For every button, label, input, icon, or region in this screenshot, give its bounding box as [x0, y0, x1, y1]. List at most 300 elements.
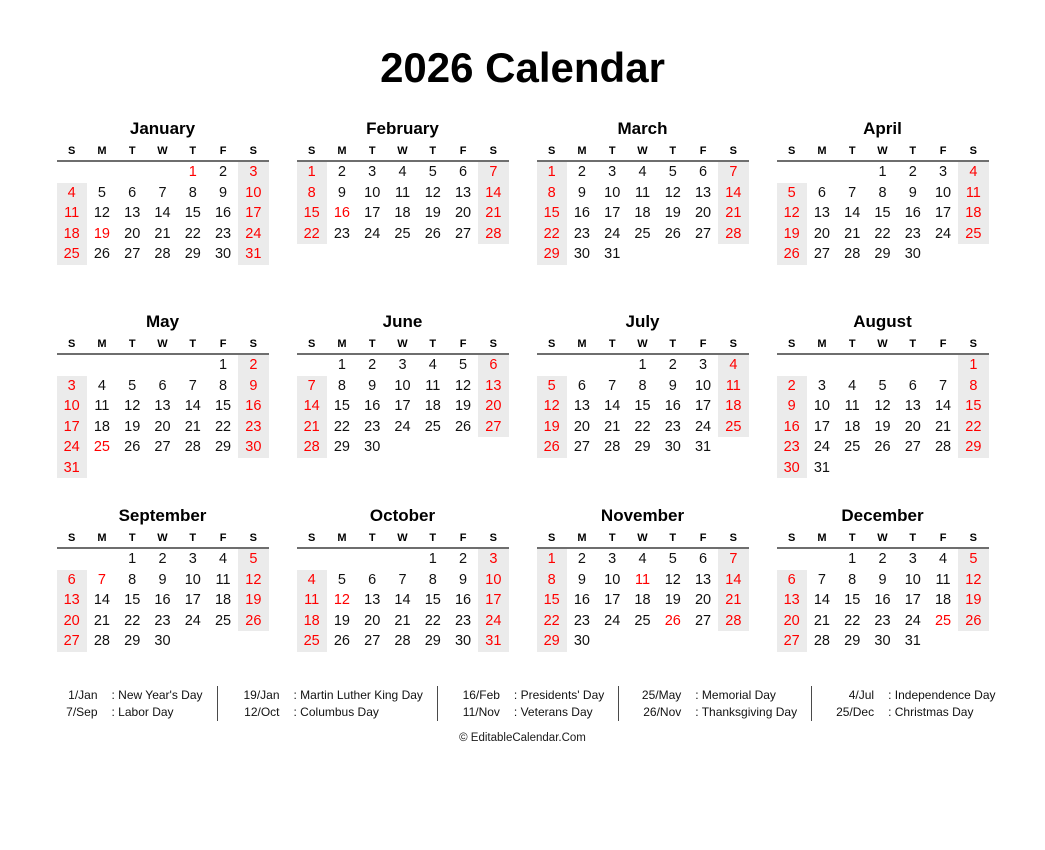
day-cell: 25: [844, 439, 861, 455]
day-cell: 3: [188, 551, 197, 567]
month-title: January: [129, 119, 196, 138]
day-cell: 18: [93, 418, 110, 435]
day-cell: 22: [297, 224, 327, 245]
day-cell: 7: [158, 184, 167, 201]
page-title: 2026 Calendar: [380, 44, 665, 91]
day-cell: 7: [817, 571, 826, 588]
day-cell: 23: [777, 437, 807, 458]
day-cell: 20: [364, 612, 381, 629]
weekday-header: W: [627, 530, 657, 549]
day-cell: 1: [878, 164, 887, 180]
legend-entry-name: : Thanksgiving Day: [695, 704, 798, 719]
days-grid: [297, 336, 509, 458]
day-cell: 30: [904, 246, 921, 262]
day-cell: 7: [188, 377, 197, 394]
day-cell: 22: [844, 612, 861, 629]
days-grid: [297, 530, 509, 652]
weekday-header: T: [597, 336, 627, 355]
day-cell: 5: [128, 377, 137, 394]
day-cell: 13: [813, 205, 830, 221]
weekday-header: M: [87, 336, 117, 355]
day-cell: 18: [297, 611, 327, 632]
day-cell: 26: [664, 225, 681, 242]
legend-column-3: [437, 686, 618, 721]
day-cell: 8: [958, 376, 988, 397]
day-cell: 29: [874, 246, 891, 262]
empty-cell: [567, 355, 597, 376]
day-cell: 14: [184, 398, 201, 414]
day-cell: 24: [813, 439, 830, 455]
month-june: [297, 311, 509, 458]
day-cell: 4: [57, 183, 87, 204]
day-cell: 14: [478, 183, 508, 204]
empty-cell: [807, 549, 837, 570]
day-cell: 11: [425, 377, 441, 394]
day-cell: 7: [848, 184, 857, 201]
day-cell: 27: [364, 633, 381, 649]
day-cell: 9: [158, 571, 167, 588]
empty-cell: [357, 549, 387, 570]
day-cell: 6: [128, 184, 137, 201]
weekday-header: S: [718, 336, 748, 355]
day-cell: 24: [57, 437, 87, 458]
weekday-header: S: [297, 336, 327, 355]
weekday-header: T: [357, 143, 387, 162]
month-august: [777, 311, 989, 478]
day-cell: 15: [537, 590, 567, 611]
day-cell: 1: [428, 551, 437, 567]
day-cell: 4: [638, 551, 647, 567]
legend-entry: [232, 704, 423, 720]
day-cell: 21: [934, 418, 952, 435]
day-cell: 13: [57, 590, 87, 611]
day-cell: 25: [634, 225, 651, 242]
month-july: [537, 311, 749, 458]
empty-cell: [87, 162, 117, 183]
day-cell: 12: [777, 203, 807, 224]
day-cell: 31: [813, 459, 830, 476]
day-cell: 18: [57, 224, 87, 245]
day-cell: 9: [777, 396, 807, 417]
day-cell: 8: [878, 184, 887, 201]
day-cell: 30: [154, 633, 171, 649]
day-cell: 26: [124, 439, 141, 455]
weekday-header: S: [478, 530, 508, 549]
day-cell: 17: [934, 205, 952, 221]
day-cell: 15: [958, 396, 988, 417]
day-cell: 14: [813, 592, 830, 608]
day-cell: 17: [813, 418, 830, 435]
weekday-header: S: [718, 530, 748, 549]
day-cell: 24: [184, 612, 201, 629]
day-cell: 3: [238, 162, 268, 183]
day-cell: 11: [634, 184, 651, 201]
legend-entry-name: : Veterans Day: [513, 704, 593, 719]
day-cell: 17: [57, 417, 87, 438]
day-cell: 9: [668, 377, 677, 394]
day-cell: 14: [718, 183, 748, 204]
day-cell: 1: [337, 357, 346, 373]
day-cell: 2: [777, 376, 807, 397]
day-cell: 23: [664, 418, 681, 435]
weekday-header: S: [478, 336, 508, 355]
day-cell: 11: [94, 398, 110, 414]
day-cell: 7: [297, 376, 327, 397]
weekday-header: F: [688, 143, 718, 162]
day-cell: 13: [154, 398, 171, 414]
empty-cell: [57, 162, 87, 183]
day-cell: 17: [394, 398, 411, 414]
legend-entry-date: 7/Sep: [66, 704, 98, 719]
legend-entry: [452, 704, 604, 720]
day-cell: 10: [813, 398, 830, 414]
legend-entry-name: : Martin Luther King Day: [293, 687, 423, 702]
day-cell: 2: [577, 551, 586, 567]
day-cell: 11: [297, 590, 327, 611]
empty-cell: [928, 355, 958, 376]
day-cell: 28: [297, 437, 327, 458]
weekday-header: W: [147, 336, 177, 355]
day-cell: 18: [718, 396, 748, 417]
empty-cell: [807, 355, 837, 376]
day-cell: 6: [817, 184, 826, 201]
day-cell: 3: [699, 357, 708, 373]
day-cell: 27: [694, 225, 712, 242]
legend-column-5: [811, 686, 1009, 721]
legend-entry-date: 25/Dec: [836, 704, 875, 719]
day-cell: 19: [777, 224, 807, 245]
weekday-header: W: [627, 336, 657, 355]
day-cell: 9: [459, 571, 468, 588]
day-cell: 4: [297, 570, 327, 591]
empty-cell: [147, 355, 177, 376]
weekday-header: S: [238, 143, 268, 162]
weekday-header: W: [147, 143, 177, 162]
day-cell: 4: [219, 551, 228, 567]
day-cell: 10: [934, 184, 952, 201]
month-february: [297, 118, 509, 244]
days-grid: [537, 336, 749, 458]
weekday-header: M: [807, 143, 837, 162]
day-cell: 27: [454, 225, 472, 242]
day-cell: 8: [428, 571, 437, 588]
month-september: [57, 505, 269, 652]
day-cell: 24: [604, 225, 621, 242]
empty-cell: [117, 355, 147, 376]
legend-entry-name: : Labor Day: [111, 704, 174, 719]
day-cell: 26: [333, 633, 350, 649]
day-cell: 5: [537, 376, 567, 397]
day-cell: 11: [394, 184, 411, 201]
days-grid: [537, 530, 749, 652]
day-cell: 8: [219, 377, 228, 394]
month-november: [537, 505, 749, 652]
weekday-header: M: [807, 336, 837, 355]
day-cell: 5: [238, 549, 268, 570]
day-cell: 14: [154, 205, 171, 221]
day-cell: 15: [124, 592, 141, 608]
day-cell: 17: [604, 592, 621, 608]
legend-entry-name: : Memorial Day: [695, 687, 776, 702]
day-cell: 1: [128, 551, 137, 567]
day-cell: 8: [537, 183, 567, 204]
day-cell: 26: [238, 611, 268, 632]
day-cell: 5: [668, 164, 677, 180]
legend-entry-date: 19/Jan: [243, 687, 280, 702]
weekday-header: S: [57, 530, 87, 549]
day-cell: 19: [333, 612, 350, 629]
day-cell: 23: [333, 225, 350, 242]
day-cell: 6: [368, 571, 377, 588]
day-cell: 31: [238, 244, 268, 265]
day-cell: 28: [394, 633, 411, 649]
day-cell: 1: [537, 162, 567, 183]
day-cell: 7: [718, 549, 748, 570]
day-cell: 20: [694, 592, 712, 608]
day-cell: 25: [718, 417, 748, 438]
day-cell: 29: [537, 631, 567, 652]
legend-entry-date: 25/May: [641, 687, 682, 702]
day-cell: 17: [694, 398, 712, 414]
weekday-header: S: [537, 143, 567, 162]
day-cell: 29: [184, 246, 201, 262]
day-cell: 4: [939, 551, 948, 567]
month-march: [537, 118, 749, 265]
empty-cell: [837, 162, 867, 183]
day-cell: 7: [478, 162, 508, 183]
day-cell: 3: [608, 551, 617, 567]
legend-column-4: [618, 686, 811, 721]
day-cell: 4: [428, 357, 437, 373]
day-cell: 13: [364, 592, 381, 608]
month-title: February: [366, 119, 439, 138]
day-cell: 19: [454, 398, 472, 414]
day-cell: 21: [297, 417, 327, 438]
legend-entry: [50, 687, 203, 703]
weekday-header: M: [327, 143, 357, 162]
day-cell: 27: [694, 612, 712, 629]
day-cell: 30: [573, 633, 590, 649]
day-cell: 3: [478, 549, 508, 570]
weekday-header: F: [928, 530, 958, 549]
day-cell: 9: [368, 377, 377, 394]
weekday-header: F: [208, 336, 238, 355]
weekday-header: T: [418, 336, 448, 355]
day-cell: 22: [214, 418, 232, 435]
day-cell: 13: [478, 376, 508, 397]
weekday-header: T: [658, 143, 688, 162]
day-cell: 25: [93, 439, 110, 455]
legend-entry: [50, 704, 203, 720]
weekday-header: T: [898, 530, 928, 549]
day-cell: 23: [364, 418, 381, 435]
day-cell: 21: [394, 612, 411, 629]
day-cell: 20: [694, 205, 712, 221]
day-cell: 30: [214, 246, 232, 262]
day-cell: 12: [874, 398, 891, 414]
empty-cell: [597, 355, 627, 376]
day-cell: 17: [604, 205, 621, 221]
day-cell: 16: [664, 398, 681, 414]
day-cell: 25: [958, 224, 988, 245]
day-cell: 20: [454, 205, 472, 221]
weekday-header: T: [418, 143, 448, 162]
months-grid: [0, 118, 1045, 652]
weekday-header: S: [718, 143, 748, 162]
day-cell: 19: [424, 205, 441, 221]
day-cell: 28: [934, 439, 952, 455]
day-cell: 21: [813, 612, 830, 629]
month-title: March: [617, 119, 668, 138]
day-cell: 9: [337, 184, 346, 201]
day-cell: 13: [777, 590, 807, 611]
day-cell: 20: [813, 225, 830, 242]
day-cell: 21: [718, 203, 748, 224]
day-cell: 25: [424, 418, 441, 435]
day-cell: 15: [874, 205, 891, 221]
day-cell: 18: [934, 592, 952, 608]
day-cell: 27: [777, 631, 807, 652]
day-cell: 3: [398, 357, 407, 373]
weekday-header: T: [117, 336, 147, 355]
day-cell: 26: [958, 611, 988, 632]
legend-entry-name: : Christmas Day: [888, 704, 974, 719]
month-october: [297, 505, 509, 652]
day-cell: 16: [573, 592, 590, 608]
weekday-header: F: [688, 336, 718, 355]
day-cell: 10: [57, 396, 87, 417]
day-cell: 11: [935, 571, 951, 588]
day-cell: 8: [128, 571, 137, 588]
day-cell: 9: [878, 571, 887, 588]
weekday-header: S: [297, 530, 327, 549]
weekday-header: W: [627, 143, 657, 162]
legend-entry-date: 16/Feb: [462, 687, 500, 702]
month-may: [57, 311, 269, 478]
day-cell: 5: [97, 184, 106, 201]
day-cell: 6: [699, 164, 708, 180]
day-cell: 24: [238, 224, 268, 245]
month-title: August: [853, 312, 912, 331]
month-december: [777, 505, 989, 652]
day-cell: 28: [813, 633, 830, 649]
weekday-header: M: [327, 530, 357, 549]
weekday-header: S: [297, 143, 327, 162]
empty-cell: [837, 355, 867, 376]
day-cell: 16: [333, 205, 350, 221]
legend-entry-name: : New Year's Day: [111, 687, 203, 702]
empty-cell: [297, 355, 327, 376]
empty-cell: [327, 549, 357, 570]
legend-entry-date: 4/Jul: [848, 687, 875, 702]
day-cell: 24: [934, 225, 952, 242]
day-cell: 15: [424, 592, 441, 608]
month-title: September: [118, 506, 207, 525]
weekday-header: W: [387, 336, 417, 355]
month-title: November: [600, 506, 685, 525]
day-cell: 6: [478, 355, 508, 376]
weekday-header: T: [658, 530, 688, 549]
legend-entry-date: 11/Nov: [462, 704, 500, 719]
day-cell: 15: [537, 203, 567, 224]
weekday-header: T: [597, 530, 627, 549]
month-title: July: [625, 312, 660, 331]
day-cell: 13: [573, 398, 590, 414]
day-cell: 7: [97, 571, 106, 588]
day-cell: 25: [214, 612, 232, 629]
day-cell: 16: [154, 592, 171, 608]
weekday-header: T: [898, 336, 928, 355]
weekday-header: T: [658, 336, 688, 355]
day-cell: 9: [577, 184, 586, 201]
day-cell: 4: [398, 164, 407, 180]
day-cell: 6: [57, 570, 87, 591]
day-cell: 13: [694, 571, 712, 588]
day-cell: 16: [214, 205, 232, 221]
weekday-header: S: [57, 143, 87, 162]
day-cell: 19: [958, 590, 988, 611]
weekday-header: M: [87, 530, 117, 549]
day-cell: 19: [93, 225, 110, 242]
day-cell: 5: [668, 551, 677, 567]
weekday-header: T: [837, 530, 867, 549]
month-title: April: [863, 119, 902, 138]
day-cell: 26: [537, 437, 567, 458]
day-cell: 28: [604, 439, 621, 455]
day-cell: 2: [158, 551, 167, 567]
day-cell: 14: [934, 398, 952, 414]
empty-cell: [387, 549, 417, 570]
day-cell: 18: [958, 203, 988, 224]
day-cell: 17: [238, 203, 268, 224]
day-cell: 22: [537, 224, 567, 245]
day-cell: 22: [634, 418, 651, 435]
day-cell: 9: [238, 376, 268, 397]
day-cell: 24: [904, 612, 921, 629]
day-cell: 17: [478, 590, 508, 611]
legend-column-2: [217, 686, 437, 721]
legend-entry-date: 1/Jan: [68, 687, 98, 702]
month-title: December: [841, 506, 924, 525]
day-cell: 9: [577, 571, 586, 588]
weekday-header: F: [448, 336, 478, 355]
weekday-header: S: [777, 336, 807, 355]
weekday-header: T: [178, 336, 208, 355]
weekday-header: T: [117, 143, 147, 162]
day-cell: 16: [364, 398, 381, 414]
weekday-header: T: [418, 530, 448, 549]
day-cell: 1: [188, 164, 197, 180]
day-cell: 20: [777, 611, 807, 632]
day-cell: 23: [454, 612, 472, 629]
day-cell: 19: [664, 205, 681, 221]
day-cell: 27: [813, 246, 830, 262]
day-cell: 19: [874, 418, 891, 435]
days-grid: [57, 530, 269, 652]
weekday-header: F: [208, 143, 238, 162]
legend-entry-date: 26/Nov: [643, 704, 682, 719]
day-cell: 21: [478, 203, 508, 224]
day-cell: 15: [844, 592, 861, 608]
day-cell: 13: [124, 205, 141, 221]
weekday-header: M: [567, 143, 597, 162]
day-cell: 18: [634, 205, 651, 221]
day-cell: 9: [219, 184, 228, 201]
day-cell: 4: [638, 164, 647, 180]
weekday-header: S: [537, 336, 567, 355]
day-cell: 22: [537, 611, 567, 632]
day-cell: 5: [459, 357, 468, 373]
